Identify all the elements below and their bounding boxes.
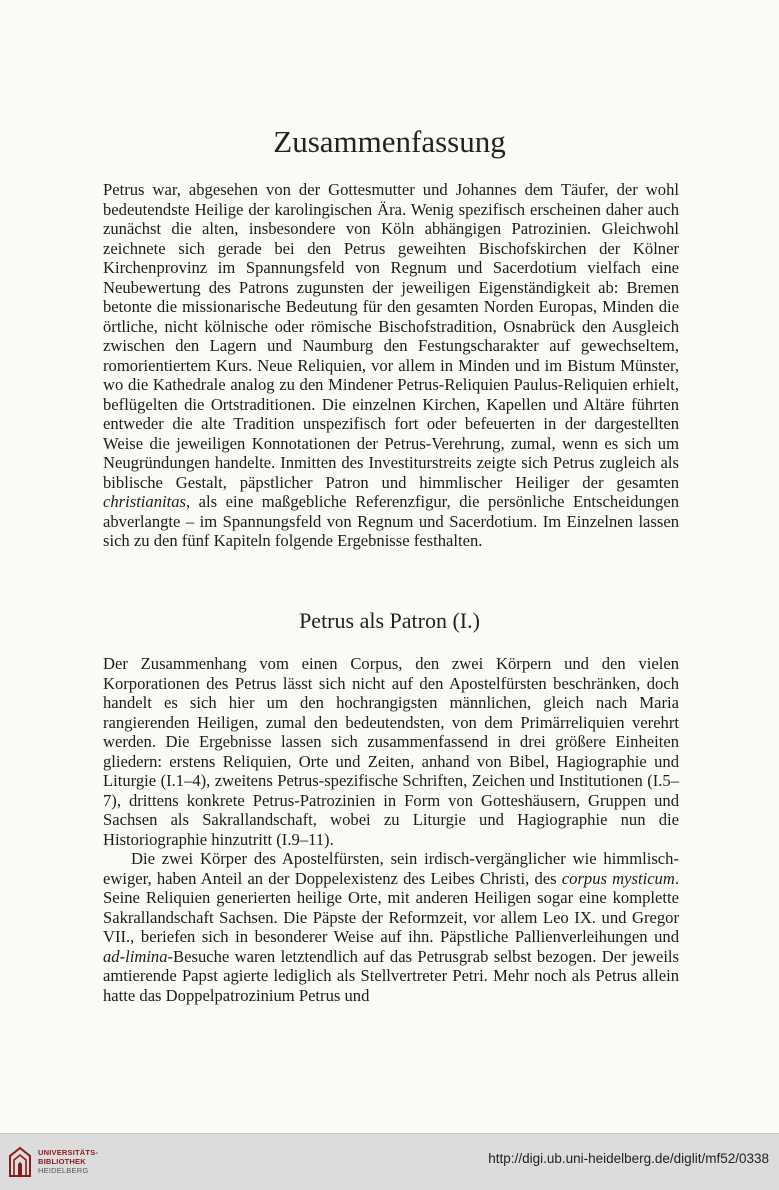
text-run: Petrus war, abgesehen von der Gottesmutter und Johannes dem Täufer, der wohl bedeutendste Heilige der karolingischen Ära. Wenig spezifisch erscheinen daher auch zunächst die alten, insbesondere von Köln abhängigen Patrozinien. Gleichwohl zeichnete sich gerade bei den Petrus geweihten Bischofskirchen der Kölner Kirchenprovinz im Spannungsfeld von Regnum und Sacerdotium vielfach eine Neubewertung des Patrons zugunsten der jeweiligen Eigenständigkeit ab: Bremen betonte die missionarische Bedeutung für den gesamten Norden Europas, Minden die örtliche, nicht kölnische oder römische Bischofstradition, Osnabrück den Ausgleich zwischen den Lagern und Naumburg den Festungscharakter auf gewechseltem, romorientiertem Kurs. Neue Reliquien, vor allem in Minden und im Bistum Münster, wo die Kathedrale analog zu den Mindener Petrus-Reliquien Paulus-Reliquien erhielt, beflügelten die Ortstraditionen. Die einzelnen Kirchen, Kapellen und Altäre führten entweder die alte Tradition unspezifisch fort oder befeuerten in der dargestellten Weise die jeweiligen Konnotationen der Petrus-Verehrung, zumal, wenn es sich um Neugründungen handelte. Inmitten des Investiturstreits zeigte sich Petrus zugleich als biblische Gestalt, päpstlicher Patron und himmlischer Heiliger der gesamten — [103, 180, 679, 492]
text-run: . Seine Reliquien generierten heilige Orte, mit anderen Heiligen sogar eine komplette Sakrallandschaft Sachsen. Die Päpste der Reformzeit, vor allem Leo IX. und Gregor VII., beriefen sich in besonderer Weise auf ihn. Päpstliche Pallienverleihungen und — [103, 868, 679, 946]
library-name — [38, 1148, 98, 1175]
viewer-footer — [0, 1133, 779, 1190]
page-title: Zusammenfassung — [273, 124, 506, 159]
intro-paragraph — [103, 180, 679, 551]
section-heading: Petrus als Patron (I.) — [299, 608, 480, 633]
library-logo[interactable] — [8, 1142, 118, 1182]
italic-term: ad-limina — [103, 946, 168, 966]
logo-line: BIBLIOTHEK — [38, 1157, 86, 1166]
intro-text-block — [103, 180, 679, 551]
text-run: , als eine maßgebliche Referenzfigur, die persönliche Entscheidungen abverlangte – im Spannungsfeld von Regnum und Sacerdotium. Im Einzelnen lassen sich zu den fünf Kapiteln folgende Ergebnisse festhalten. — [103, 492, 679, 550]
logo-line: UNIVERSITÄTS- — [38, 1148, 99, 1157]
italic-term: christianitas — [103, 492, 186, 511]
text-run: Die zwei Körper des Apostelfürsten, sein irdisch-vergänglicher wie himmlisch-ewiger, haben Anteil an der Doppelexistenz des Leibes Christi, des — [103, 849, 679, 888]
page-url[interactable]: http://digi.ub.uni-heidelberg.de/diglit/mf52/0338 — [488, 1151, 769, 1166]
section-paragraph-2 — [103, 849, 679, 1005]
section-paragraph-1: Der Zusammenhang vom einen Corpus, den zwei Körpern und den vielen Korporationen des Petrus lässt sich nicht auf den Apostelfürsten beschränken, doch handelt es sich hier um den hochrangigsten männlichen, gleich nach Maria rangierenden Heiligen, zumal den bedeutendsten, von dem Primärreliquien verehrt werden. Die Ergebnisse lassen sich zusammenfassend in drei größere Einheiten gliedern: erstens Reliquien, Orte und Zeiten, anhand von Bibel, Hagiographie und Liturgie (I.1–4), zweitens Petrus-spezifische Schriften, Zeichen und Institutionen (I.5–7), drittens konkrete Petrus-Patrozinien in Form von Gotteshäusern, Gruppen und Sachsen als Sakrallandschaft, wobei zu Liturgie und Hagiographie nun die Historiographie hinzutritt (I.9–11). — [103, 654, 679, 849]
logo-line: HEIDELBERG — [38, 1166, 89, 1175]
section-text-block — [103, 654, 679, 1005]
italic-term: corpus mysticum — [561, 868, 675, 888]
library-emblem-icon — [8, 1146, 32, 1178]
text-run: -Besuche waren letztendlich auf das Petrusgrab selbst bezogen. Der jeweils amtierende Papst agierte lediglich als Stellvertreter Petri. Mehr noch als Petrus allein hatte das Doppelpatrozinium Petrus und — [103, 946, 679, 1005]
